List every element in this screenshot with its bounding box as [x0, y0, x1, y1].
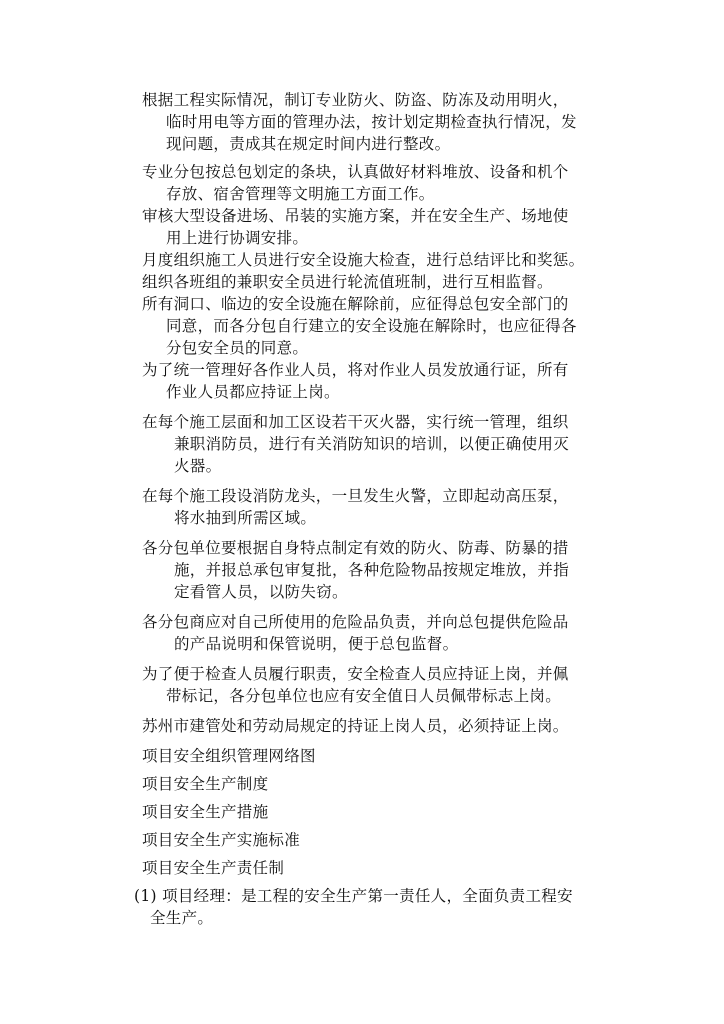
text-line: 项目安全生产措施 [142, 803, 269, 821]
text-line: 项目安全组织管理网络图 [142, 747, 316, 765]
text-line: 审核大型设备进场、吊装的实施方案，并在安全生产、场地使 [142, 207, 569, 225]
text-line: 所有洞口、临边的安全设施在解除前，应征得总包安全部门的 [142, 295, 569, 313]
text-line: 临时用电等方面的管理办法，按计划定期检查执行情况，发 [166, 113, 577, 131]
text-line: 在每个施工层面和加工区设若干灭火器，实行统一管理，组织 [142, 413, 569, 431]
text-line: 兼职消防员，进行有关消防知识的培训，以便正确使用灭 [174, 435, 570, 453]
text-line: 项目安全生产制度 [142, 775, 269, 793]
text-line: 全生产。 [150, 909, 214, 927]
text-line: 分包安全员的同意。 [166, 339, 309, 357]
text-line: 在每个施工段设消防龙头，一旦发生火警，立即起动高压泵， [142, 487, 569, 505]
text-line: 将水抽到所需区域。 [174, 509, 317, 527]
text-line: 苏州市建管处和劳动局规定的持证上岗人员，必须持证上岗。 [142, 717, 569, 735]
text-line: 为了统一管理好各作业人员，将对作业人员发放通行证，所有 [142, 361, 569, 379]
text-line: (1) 项目经理：是工程的安全生产第一责任人，全面负责工程安 [134, 887, 573, 905]
text-line: 组织各班组的兼职安全员进行轮流值班制，进行互相监督。 [142, 273, 553, 291]
text-line: 施，并报总承包审复批，各种危险物品按规定堆放，并指 [174, 561, 570, 579]
text-line: 作业人员都应持证上岗。 [166, 383, 340, 401]
text-line: 存放、宿舍管理等文明施工方面工作。 [166, 185, 435, 203]
text-line: 同意，而各分包自行建立的安全设施在解除时，也应征得各 [166, 317, 577, 335]
text-line: 定看管人员，以防失窃。 [174, 583, 348, 601]
text-line: 月度组织施工人员进行安全设施大检查，进行总结评比和奖惩。 [142, 251, 585, 269]
text-line: 用上进行协调安排。 [166, 229, 309, 247]
text-line: 根据工程实际情况，制订专业防火、防盗、防冻及动用明火， [142, 91, 569, 109]
text-line: 各分包单位要根据自身特点制定有效的防火、防毒、防暴的措 [142, 539, 569, 557]
text-line: 的产品说明和保管说明，便于总包监督。 [174, 635, 459, 653]
text-line: 专业分包按总包划定的条块，认真做好材料堆放、设备和机个 [142, 163, 569, 181]
text-line: 项目安全生产责任制 [142, 859, 285, 877]
text-line: 为了便于检查人员履行职责，安全检查人员应持证上岗，并佩 [142, 665, 569, 683]
text-line: 现问题，责成其在规定时间内进行整改。 [166, 135, 451, 153]
text-line: 火器。 [174, 457, 222, 475]
text-line: 项目安全生产实施标准 [142, 831, 301, 849]
text-line: 各分包商应对自己所使用的危险品负责，并向总包提供危险品 [142, 613, 569, 631]
text-line: 带标记，各分包单位也应有安全值日人员佩带标志上岗。 [166, 687, 562, 705]
